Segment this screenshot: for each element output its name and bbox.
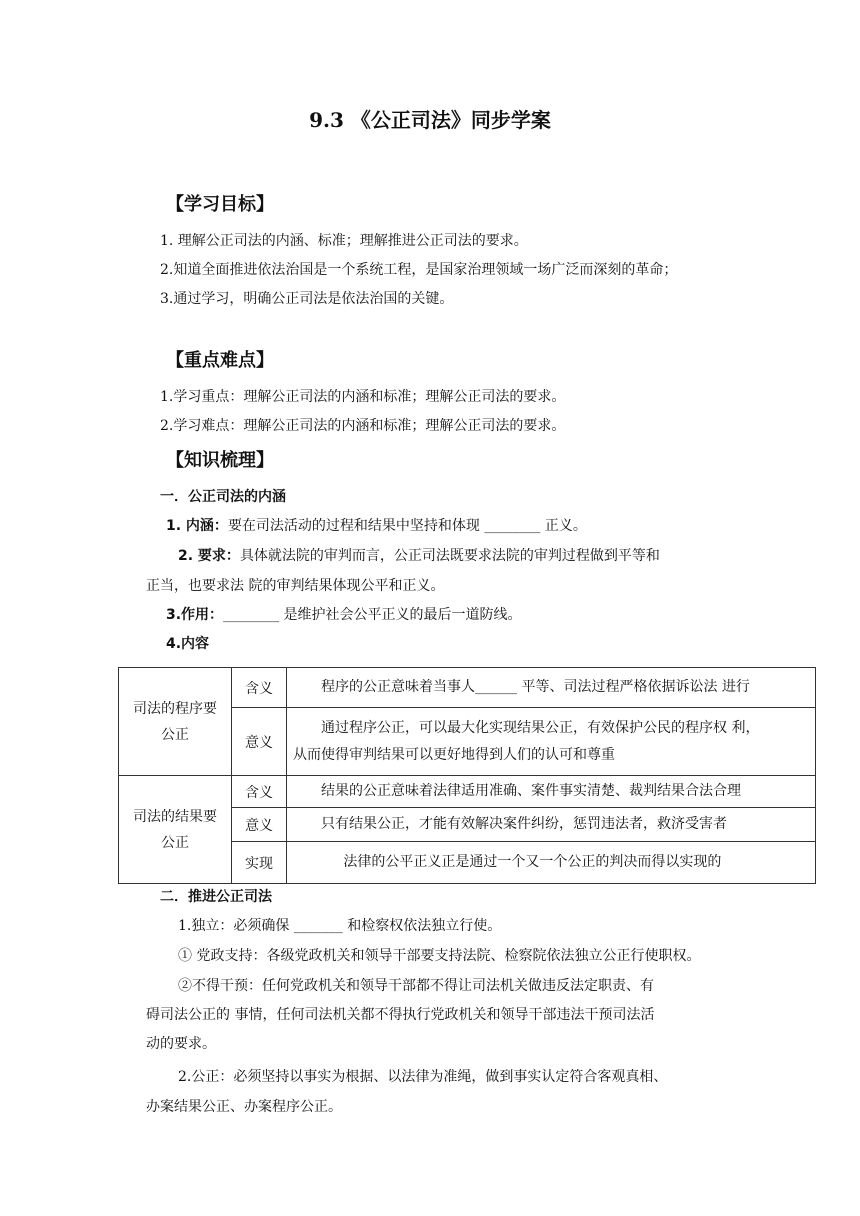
keypoint-item-2: 2.学习难点：理解公正司法的内涵和标准；理解公正司法的要求。 bbox=[160, 418, 566, 434]
part2-title: 二．推进公正司法 bbox=[160, 889, 272, 905]
p4-label: 4.内容 bbox=[166, 636, 210, 652]
p2-text-b: 正当，也要求法 院的审判结果体现公平和正义。 bbox=[146, 578, 445, 594]
res-meaning-text: 结果的公正意味着法律适用准确、案件事实清楚、裁判结果合法合理 bbox=[287, 776, 816, 808]
p3-line bbox=[166, 604, 522, 624]
part2-line-3c: 动的要求。 bbox=[146, 1036, 216, 1052]
proc-label: 司法的程序要 公正 bbox=[119, 668, 232, 776]
p1-text: 要在司法活动的过程和结果中坚持和体现 ________ 正义。 bbox=[227, 518, 587, 534]
goals-heading: 【学习目标】 bbox=[166, 194, 274, 215]
p2-line bbox=[178, 545, 660, 565]
proc-meaning-label: 含义 bbox=[232, 668, 287, 708]
p3-text: ________ 是维护社会公平正义的最后一道防线。 bbox=[223, 607, 522, 623]
part2-line-1: 1.独立：必须确保 _______ 和检察权依法独立行使。 bbox=[178, 918, 502, 934]
goal-item-1: 1. 理解公正司法的内涵、标准；理解推进公正司法的要求。 bbox=[160, 233, 528, 249]
page-title: 9.3 《公正司法》同步学案 bbox=[309, 108, 551, 132]
part1-title: 一．公正司法的内涵 bbox=[160, 489, 286, 505]
res-real-text: 法律的公平正义正是通过一个又一个公正的判决而得以实现的 bbox=[287, 842, 816, 884]
part2-line-4b: 办案结果公正、办案程序公正。 bbox=[146, 1099, 342, 1115]
goal-item-3: 3.通过学习，明确公正司法是依法治国的关键。 bbox=[160, 291, 454, 307]
res-sig-label: 意义 bbox=[232, 808, 287, 842]
p2-label: 2. 要求： bbox=[178, 548, 240, 564]
goal-item-2: 2.知道全面推进依法治国是一个系统工程，是国家治理领域一场广泛而深刻的革命； bbox=[160, 262, 678, 278]
res-sig-text: 只有结果公正，才能有效解决案件纠纷，惩罚违法者，救济受害者 bbox=[287, 808, 816, 842]
part2-line-2: ① 党政支持：各级党政机关和领导干部要支持法院、检察院依法独立公正行使职权。 bbox=[178, 948, 701, 964]
part2-line-3a: ②不得干预：任何党政机关和领导干部都不得让司法机关做违反法定职责、有 bbox=[178, 978, 654, 994]
content-table bbox=[118, 667, 816, 884]
part2-line-3b: 碍司法公正的 事情，任何司法机关都不得执行党政机关和领导干部违法干预司法活 bbox=[146, 1007, 655, 1023]
keypoints-heading: 【重点难点】 bbox=[166, 350, 274, 371]
p1-line bbox=[166, 515, 587, 535]
knowledge-heading: 【知识梳理】 bbox=[166, 450, 274, 471]
proc-sig-label: 意义 bbox=[232, 708, 287, 776]
keypoint-item-1: 1.学习重点：理解公正司法的内涵和标准；理解公正司法的要求。 bbox=[160, 389, 566, 405]
proc-sig-text: 通过程序公正，可以最大化实现结果公正，有效保护公民的程序权 利， 从而使得审判结果可以更好地得到人们的认可和尊重 bbox=[287, 708, 816, 776]
proc-meaning-text: 程序的公正意味着当事人______ 平等、司法过程严格依据诉讼法 进行 bbox=[287, 668, 816, 708]
p2-text-a: 具体就法院的审判而言，公正司法既要求法院的审判过程做到平等和 bbox=[239, 548, 660, 564]
res-meaning-label: 含义 bbox=[232, 776, 287, 808]
p1-label: 1. 内涵： bbox=[166, 518, 228, 534]
res-real-label: 实现 bbox=[232, 842, 287, 884]
part2-line-4a: 2.公正：必须坚持以事实为根据、以法律为准绳，做到事实认定符合客观真相、 bbox=[178, 1069, 668, 1085]
p3-label: 3.作用： bbox=[166, 607, 224, 623]
res-label: 司法的结果要 公正 bbox=[119, 776, 232, 884]
